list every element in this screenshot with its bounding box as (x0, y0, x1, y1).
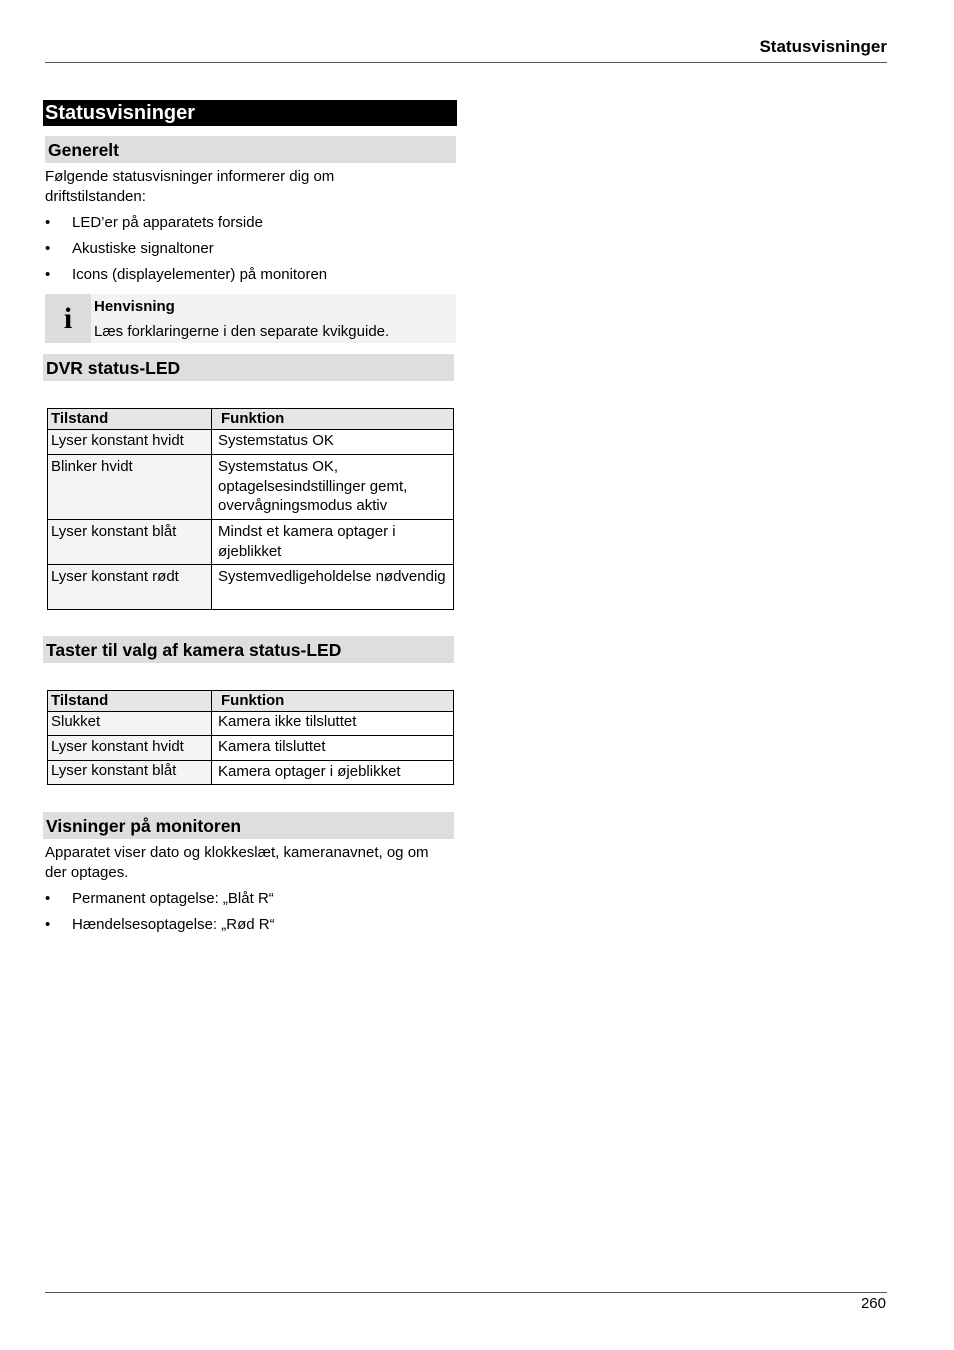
chapter-title: Statusvisninger (43, 100, 457, 126)
note-title: Henvisning (94, 298, 175, 315)
monitor-intro: Apparatet viser dato og klokkeslæt, kameranavnet, og om der optages. (45, 844, 429, 881)
note-text: Læs forklaringerne i den separate kvikguide. (94, 323, 390, 340)
column-header-funktion: Funktion (212, 409, 454, 430)
general-list (43, 213, 457, 285)
dvr-led-table (47, 408, 454, 610)
monitor-list (43, 889, 457, 935)
bullet-glyph: • (45, 214, 51, 231)
main-content (43, 100, 457, 941)
section-heading-dvr-led: DVR status-LED (43, 354, 454, 381)
column-header-funktion: Funktion (212, 691, 454, 712)
header-divider (45, 62, 887, 63)
note-box (45, 294, 456, 343)
bullet-glyph: • (45, 266, 51, 283)
note-body (91, 294, 389, 343)
camera-led-table (47, 690, 454, 785)
footer-divider (45, 1292, 887, 1293)
info-icon: i (45, 294, 91, 343)
list-item: • Hændelsesoptagelse: „Rød R“ (45, 916, 275, 933)
table-row: Lyser konstant hvidt Systemstatus OK (48, 430, 454, 455)
running-header-title: Statusvisninger (759, 37, 887, 56)
table-row: Lyser konstant blåt Kamera optager i øjeblikket (48, 761, 454, 785)
column-header-tilstand: Tilstand (48, 691, 212, 712)
bullet-glyph: • (45, 890, 51, 907)
table-row: Lyser konstant rødt Systemvedligeholdelse nødvendig (48, 565, 454, 610)
list-item: • LED’er på apparatets forside (45, 214, 263, 231)
list-item: • Permanent optagelse: „Blåt R“ (45, 890, 274, 907)
section-heading-general: Generelt (45, 136, 456, 163)
list-item: • Akustiske signaltoner (45, 240, 214, 257)
table-header-row (48, 691, 454, 712)
column-header-tilstand: Tilstand (48, 409, 212, 430)
section-heading-camera-led: Taster til valg af kamera status-LED (43, 636, 454, 663)
page-number: 260 (860, 1295, 886, 1312)
table-row: Lyser konstant hvidt Kamera tilsluttet (48, 736, 454, 761)
bullet-glyph: • (45, 240, 51, 257)
bullet-glyph: • (45, 916, 51, 933)
section-heading-monitor: Visninger på monitoren (43, 812, 454, 839)
table-row: Slukket Kamera ikke tilsluttet (48, 712, 454, 736)
general-intro: Følgende statusvisninger informerer dig om driftstilstanden: (45, 168, 335, 205)
table-row: Lyser konstant blåt Mindst et kamera optager i øjeblikket (48, 520, 454, 565)
list-item: • Icons (displayelementer) på monitoren (45, 266, 328, 283)
table-header-row (48, 409, 454, 430)
table-row: Blinker hvidt Systemstatus OK, optagelsesindstillinger gemt, overvågningsmodus aktiv (48, 455, 454, 520)
